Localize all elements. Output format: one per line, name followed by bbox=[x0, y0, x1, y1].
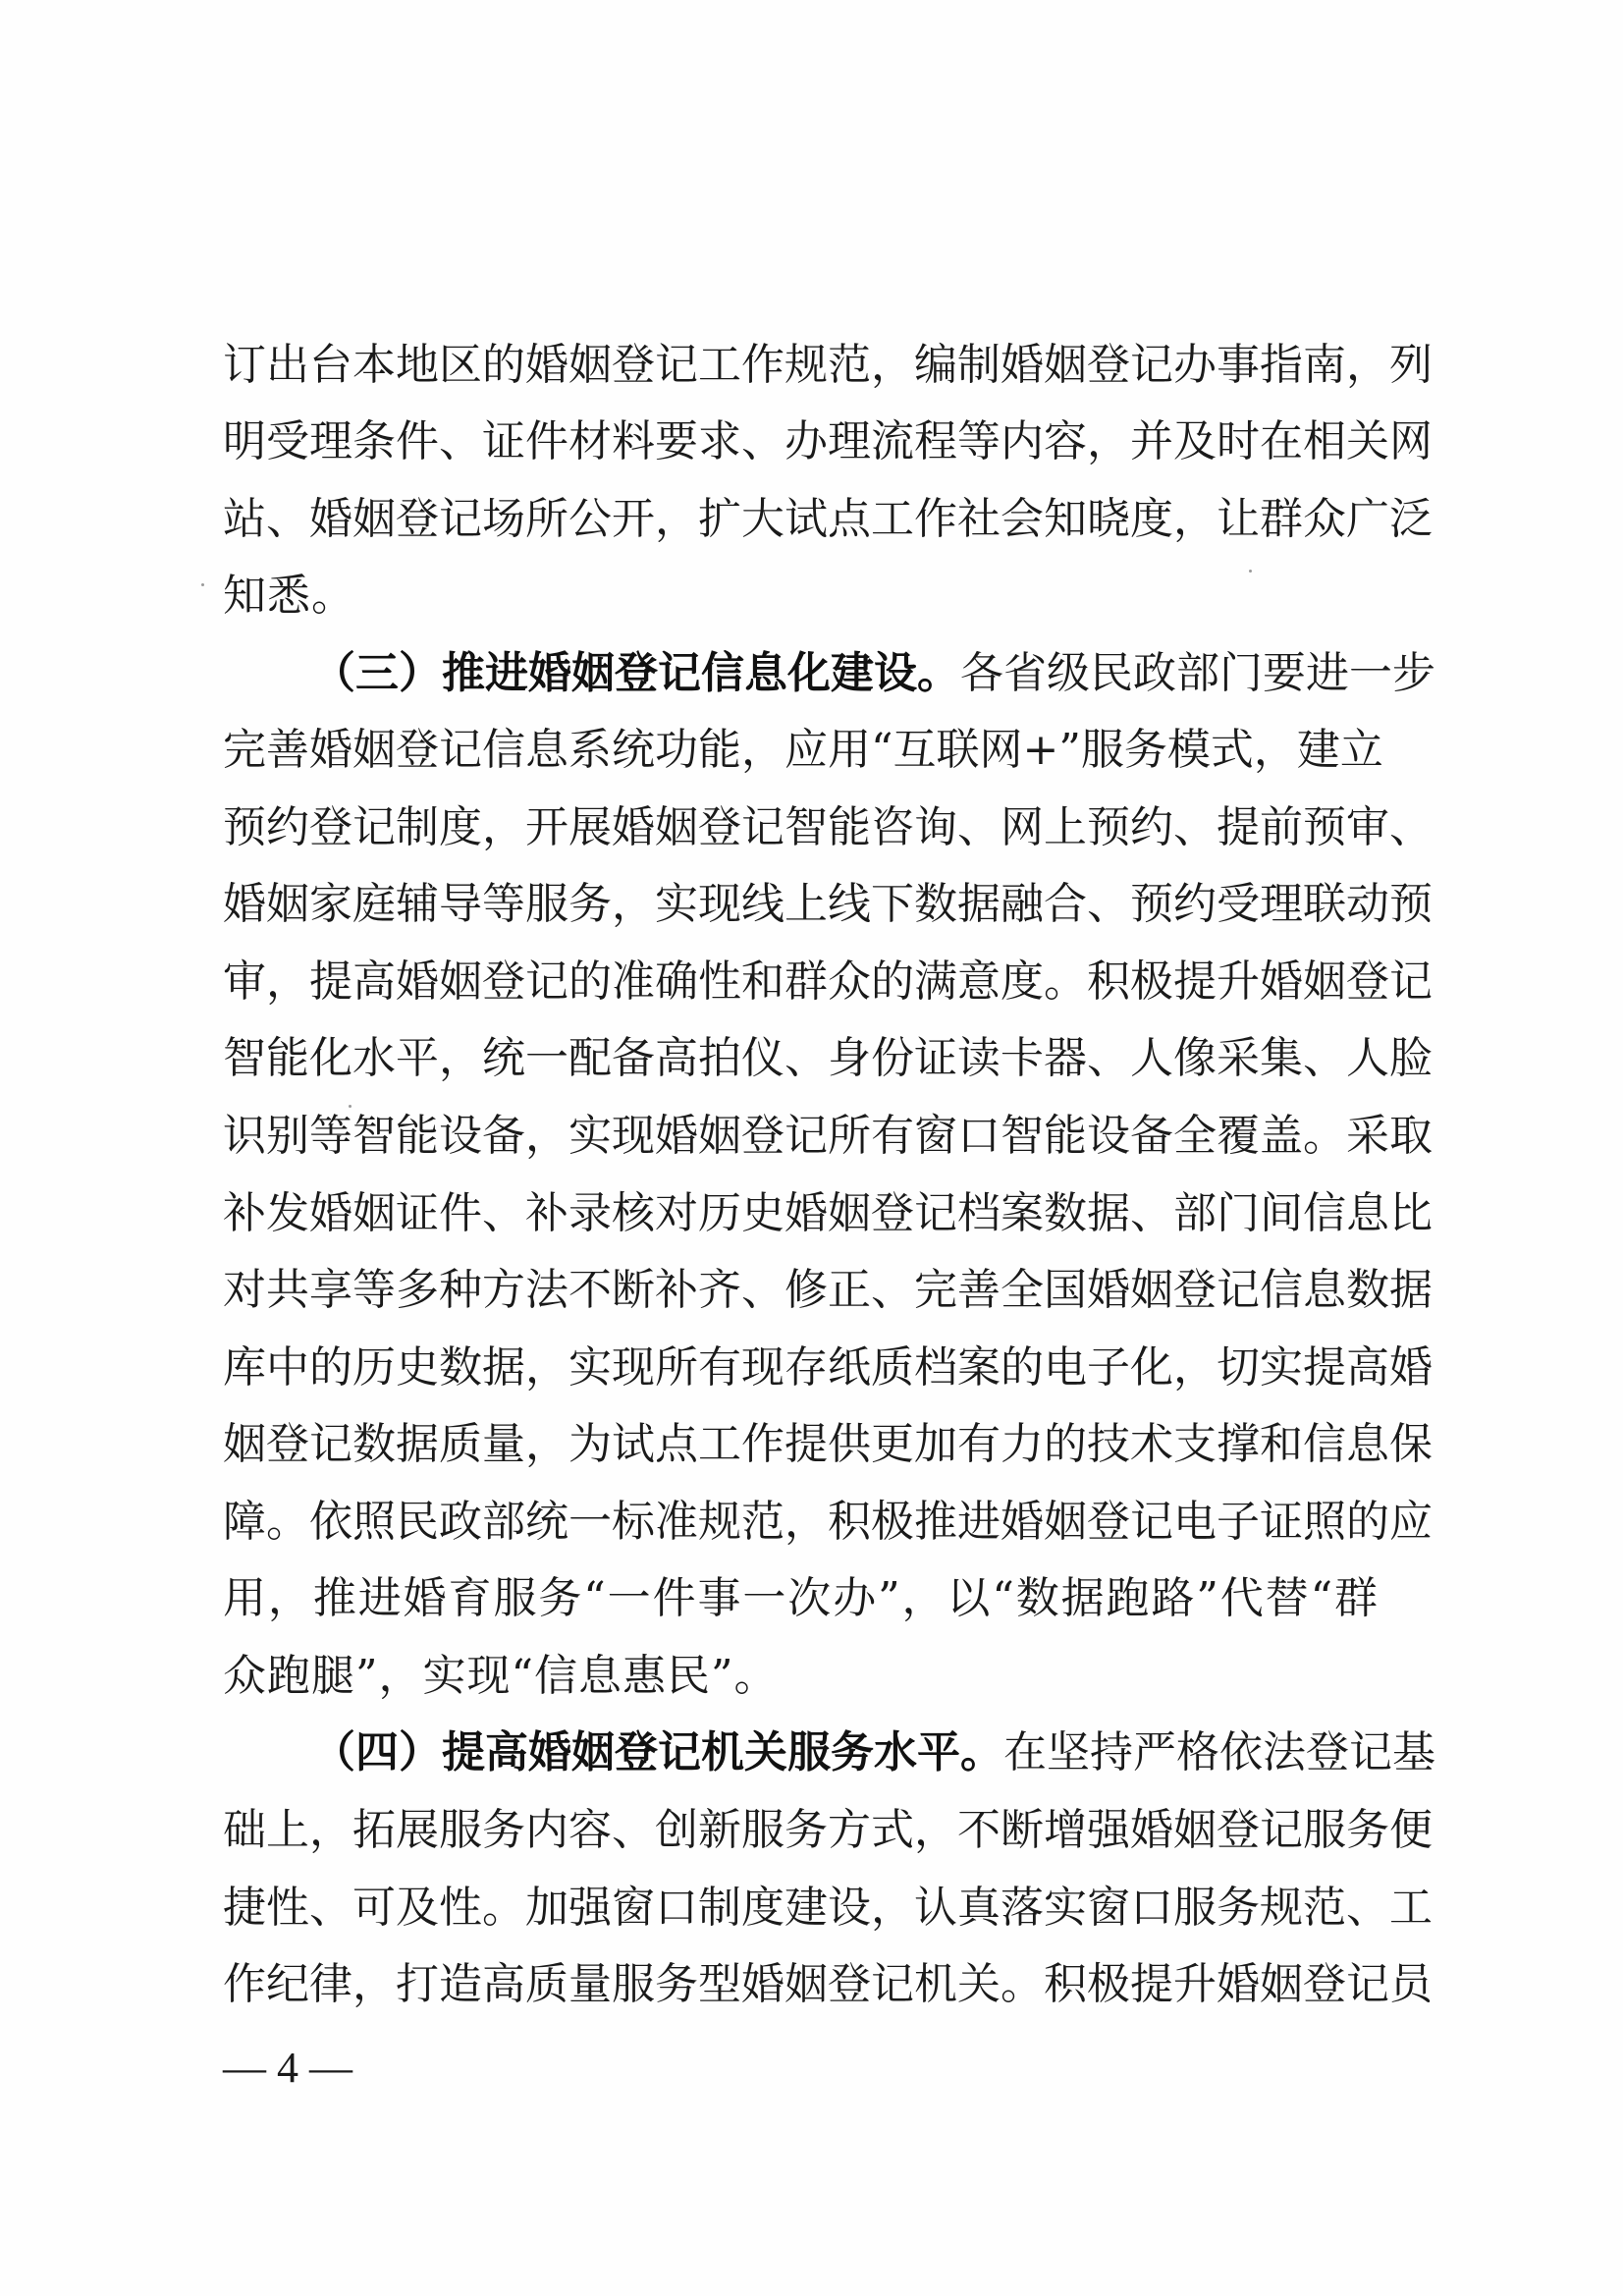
paragraph-line: 预约登记制度，开展婚姻登记智能咨询、网上预约、提前预审、 bbox=[223, 802, 1433, 852]
section-lead-text: 各省级民政部门要进一步 bbox=[960, 648, 1435, 698]
paragraph-line: 用，推进婚育服务“一件事一次办”，以“数据跑路”代替“群 bbox=[223, 1573, 1378, 1623]
section-lead-text: 在坚持严格依法登记基 bbox=[1003, 1727, 1435, 1777]
paragraph-line: 审，提高婚姻登记的准确性和群众的满意度。积极提升婚姻登记 bbox=[223, 957, 1433, 1007]
paragraph-line: 明受理条件、证件材料要求、办理流程等内容，并及时在相关网 bbox=[223, 416, 1433, 466]
paragraph-line: 完善婚姻登记信息系统功能，应用“互联网+”服务模式，建立 bbox=[223, 725, 1383, 775]
paragraph-line: 订出台本地区的婚姻登记工作规范，编制婚姻登记办事指南，列 bbox=[223, 340, 1433, 390]
section-heading: （三）推进婚姻登记信息化建设。 bbox=[312, 648, 960, 698]
scan-speck bbox=[201, 583, 204, 586]
paragraph-line: 识别等智能设备，实现婚姻登记所有窗口智能设备全覆盖。采取 bbox=[223, 1111, 1433, 1161]
section-heading: （四）提高婚姻登记机关服务水平。 bbox=[312, 1727, 1003, 1777]
paragraph-line: 婚姻家庭辅导等服务，实现线上线下数据融合、预约受理联动预 bbox=[223, 879, 1433, 929]
scan-speck bbox=[349, 1105, 352, 1108]
paragraph-line: 众跑腿”，实现“信息惠民”。 bbox=[223, 1651, 779, 1701]
paragraph-line: 障。依照民政部统一标准规范，积极推进婚姻登记电子证照的应 bbox=[223, 1497, 1433, 1547]
page-number: — 4 — bbox=[223, 2044, 352, 2092]
paragraph-line: 智能化水平，统一配备高拍仪、身份证读卡器、人像采集、人脸 bbox=[223, 1033, 1433, 1083]
section-3-first-line bbox=[312, 644, 1435, 703]
section-4-first-line bbox=[312, 1723, 1435, 1782]
paragraph-line: 础上，拓展服务内容、创新服务方式，不断增强婚姻登记服务便 bbox=[223, 1805, 1433, 1855]
paragraph-line: 知悉。 bbox=[223, 571, 355, 621]
paragraph-line: 对共享等多种方法不断补齐、修正、完善全国婚姻登记信息数据 bbox=[223, 1265, 1433, 1315]
paragraph-line: 站、婚姻登记场所公开，扩大试点工作社会知晓度，让群众广泛 bbox=[223, 494, 1433, 544]
paragraph-line: 补发婚姻证件、补录核对历史婚姻登记档案数据、部门间信息比 bbox=[223, 1188, 1433, 1238]
paragraph-line: 姻登记数据质量，为试点工作提供更加有力的技术支撑和信息保 bbox=[223, 1419, 1433, 1469]
paragraph-line: 捷性、可及性。加强窗口制度建设，认真落实窗口服务规范、工 bbox=[223, 1883, 1433, 1933]
scan-speck bbox=[1249, 570, 1252, 573]
paragraph-line: 库中的历史数据，实现所有现存纸质档案的电子化，切实提高婚 bbox=[223, 1342, 1433, 1393]
paragraph-line: 作纪律，打造高质量服务型婚姻登记机关。积极提升婚姻登记员 bbox=[223, 1959, 1433, 2009]
